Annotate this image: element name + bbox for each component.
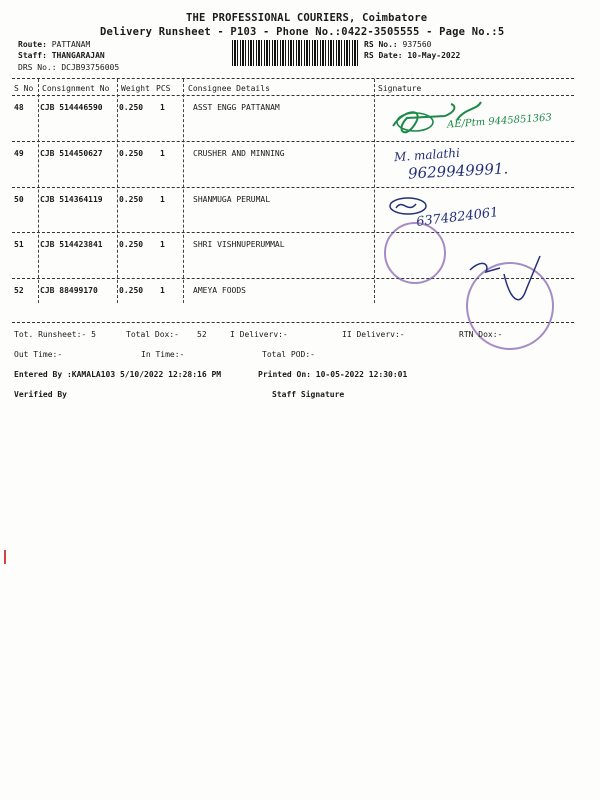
row-weight: 0.250 — [119, 103, 144, 112]
company-title: THE PROFESSIONAL COURIERS, Coimbatore — [186, 12, 428, 24]
signature-row49-phone: 9629949991. — [407, 159, 509, 183]
row-pcs: 1 — [160, 149, 165, 158]
drs-label: DRS No.: — [18, 63, 57, 72]
row-consignment: CJB 88499170 — [40, 286, 98, 295]
row-consignee: SHANMUGA PERUMAL — [193, 195, 271, 204]
signature-row49-name: M. malathi — [393, 145, 461, 165]
drs-line — [18, 63, 119, 72]
row-pcs: 1 — [160, 195, 165, 204]
signature-row50-phone: 6374824061 — [415, 205, 500, 230]
barcode-image — [232, 40, 358, 66]
route-line — [18, 40, 90, 49]
total-dox-label: Total Dox:- — [126, 330, 179, 339]
col-divider — [38, 79, 39, 303]
rs-date-line — [364, 51, 460, 60]
rs-no-value: 937560 — [402, 40, 432, 49]
margin-mark — [4, 550, 6, 564]
row-consignment: CJB 514450627 — [40, 149, 103, 158]
total-pod: Total POD:- — [262, 350, 315, 359]
row-sno: 49 — [14, 149, 24, 158]
row-weight: 0.250 — [119, 149, 144, 158]
row-pcs: 1 — [160, 286, 165, 295]
drs-value: DCJB93756005 — [61, 63, 120, 72]
route-value: PATTANAM — [51, 40, 91, 49]
row-rule — [12, 187, 574, 188]
col-divider — [117, 79, 118, 303]
row-consignment: CJB 514446590 — [40, 103, 103, 112]
col-weight-header: Weight — [121, 84, 150, 93]
col-signature-header: Signature — [378, 84, 422, 93]
row-weight: 0.250 — [119, 195, 144, 204]
rs-no-label: RS No.: — [364, 40, 398, 49]
rs-no-line — [364, 40, 431, 49]
total-dox-value: 52 — [197, 330, 207, 339]
out-time: Out Time:- — [14, 350, 63, 359]
ii-delivery: II Deliverv:- — [342, 330, 405, 339]
col-divider — [183, 79, 184, 303]
printed-on: Printed On: 10-05-2022 12:30:01 — [258, 370, 408, 379]
row-consignment: CJB 514364119 — [40, 195, 103, 204]
signature-row48-note: AE/Ptm 9445851363 — [446, 112, 553, 131]
rtn-dox: RTN Dox:- — [459, 330, 503, 339]
row-consignee: SHRI VISHNUPERUMMAL — [193, 240, 285, 249]
table-header-rule — [12, 95, 574, 96]
row-consignee: CRUSHER AND MINNING — [193, 149, 285, 158]
row-sno: 50 — [14, 195, 24, 204]
col-consignment-header: Consignment No — [42, 84, 110, 93]
staff-line — [18, 51, 105, 60]
route-label: Route: — [18, 40, 47, 49]
tot-runsheet: Tot. Runsheet:- 5 — [14, 330, 96, 339]
signature-row52 — [460, 250, 550, 330]
row-rule — [12, 141, 574, 142]
row-pcs: 1 — [160, 103, 165, 112]
row-rule — [12, 232, 574, 233]
col-divider — [374, 79, 375, 303]
stamp-circle-icon — [384, 222, 446, 284]
runsheet-subtitle: Delivery Runsheet - P103 - Phone No.:0422-3505555 - Page No.:5 — [100, 26, 505, 38]
col-pcs-header: PCS — [156, 84, 171, 93]
i-delivery: I Deliverv:- — [230, 330, 288, 339]
col-consignee-header: Consignee Details — [188, 84, 270, 93]
rs-date-value: 10-May-2022 — [407, 51, 461, 60]
verified-by: Verified By — [14, 390, 67, 399]
staff-value: THANGARAJAN — [51, 51, 105, 60]
row-weight: 0.250 — [119, 240, 144, 249]
row-consignee: AMEYA FOODS — [193, 286, 246, 295]
row-consignment: CJB 514423841 — [40, 240, 103, 249]
staff-label: Staff: — [18, 51, 47, 60]
in-time: In Time:- — [141, 350, 185, 359]
entered-by: Entered By :KAMALA103 5/10/2022 12:28:16 PM — [14, 370, 222, 379]
staff-signature: Staff Signature — [272, 390, 345, 399]
table-top-rule — [12, 78, 574, 79]
row-sno: 52 — [14, 286, 24, 295]
row-pcs: 1 — [160, 240, 165, 249]
col-sno-header: S No — [14, 84, 34, 93]
row-sno: 48 — [14, 103, 24, 112]
row-weight: 0.250 — [119, 286, 144, 295]
rs-date-label: RS Date: — [364, 51, 403, 60]
row-sno: 51 — [14, 240, 24, 249]
row-consignee: ASST ENGG PATTANAM — [193, 103, 280, 112]
